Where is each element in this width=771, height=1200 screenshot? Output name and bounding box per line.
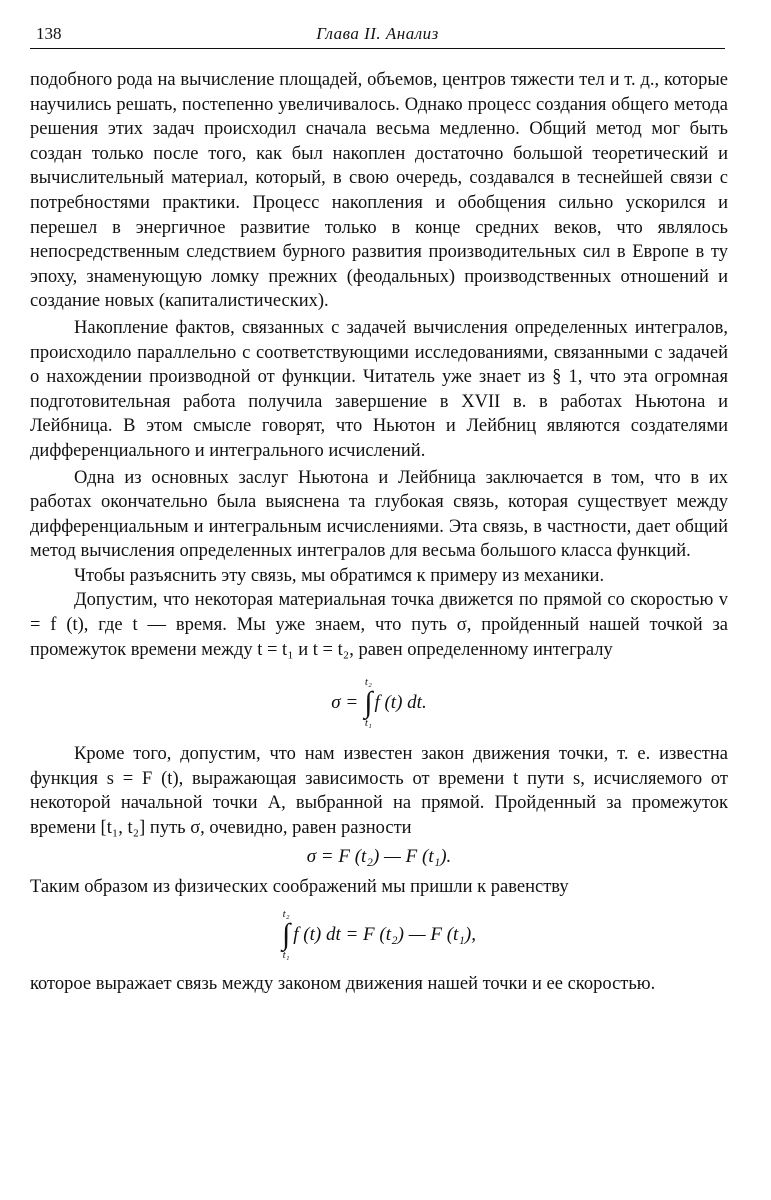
paragraph-6: Кроме того, допустим, что нам известен закон движения точки, т. е. известна функция s = F (t), выражающая зависимость от времени t пути s, исчисляемого от некоторой начальной точки A, выбранной на прямой. Пройденный за промежуток времени [t₁, t₂] путь σ, очевидно, равен разности <box>30 744 728 839</box>
formula-1-integrand: f (t) dt. <box>374 691 427 713</box>
lower-limit-1: t₁ <box>364 717 372 730</box>
paragraph-8: которое выражает связь между законом движения нашей точки и ее скоростью. <box>30 973 656 994</box>
formula-3-rest: f (t) dt = F (t₂) — F (t₁), <box>293 923 476 945</box>
paragraph-1: подобного рода на вычисление площадей, объемов, центров тяжести тел и т. д., которые научились решать, постепенно увеличивалось. Однако процесс создания общего метода решения этих задач происходил сначала весьма медленно. Общий метод мог быть создан только после того, как был накоплен достаточно большой теоретический и вычислительный материал, который, в свою очередь, создавался в теснейшей связи с потребностями практики. Процесс накопления и обобщения сильно ускорился и перешел в энергичное развитие только в конце средних веков, что являлось непосредственным следствием бурного развития производительных сил в Европе в ту эпоху, знаменующую ломку прежних (феодальных) производственных отношений и создание новых (капиталистических). <box>30 70 728 312</box>
integral-sign-1 <box>364 677 372 729</box>
lower-limit-2: t₁ <box>282 948 290 961</box>
formula-definite-integral <box>30 668 728 738</box>
integral-sign-2 <box>282 909 290 961</box>
paragraph-3: Одна из основных заслуг Ньютона и Лейбница заключается в том, что в их работах окончательно была выяснена та глубокая связь, которая существует между дифференциальным и интегральным исчислениями. Эта связь, в частности, дает общий метод вычисления определенных интегралов для весьма большого класса функций. <box>30 467 728 562</box>
running-head: Глава II. Анализ <box>316 24 439 43</box>
page-header <box>30 22 725 49</box>
integral-symbol-2: ∫ <box>282 917 291 951</box>
paragraph-5: Допустим, что некоторая материальная точка движется по прямой со скоростью v = f (t), где t — время. Мы уже знаем, что путь σ, пройденный нашей точкой за промежуток времени между t = t₁ и t = t₂, равен определенному интегралу <box>30 590 728 660</box>
paragraph-2: Накопление фактов, связанных с задачей вычисления определенных интегралов, происходило параллельно с соответствующими исследованиями, связанными с задачей о нахождении производной от функции. Читатель уже знает из § 1, что эта огромная подготовительная работа получила завершение в XVII в. в работах Ньютона и Лейбница. В этом смысле говорят, что Ньютон и Лейбниц являются создателями дифференциального и интегрального исчислений. <box>30 317 728 461</box>
page-body <box>30 68 728 996</box>
formula-newton-leibniz <box>30 904 728 966</box>
paragraph-7: Таким образом из физических соображений мы пришли к равенству <box>30 877 569 898</box>
upper-limit-2: t₂ <box>282 907 290 920</box>
upper-limit-1: t₂ <box>364 676 372 689</box>
formula-difference: σ = F (t₂) — F (t₁). <box>306 845 452 867</box>
page-number: 138 <box>36 24 62 43</box>
formula-1-lhs: σ = <box>331 691 359 713</box>
integral-symbol-1: ∫ <box>364 686 373 720</box>
paragraph-4: Чтобы разъяснить эту связь, мы обратимся к примеру из механики. <box>74 565 605 586</box>
